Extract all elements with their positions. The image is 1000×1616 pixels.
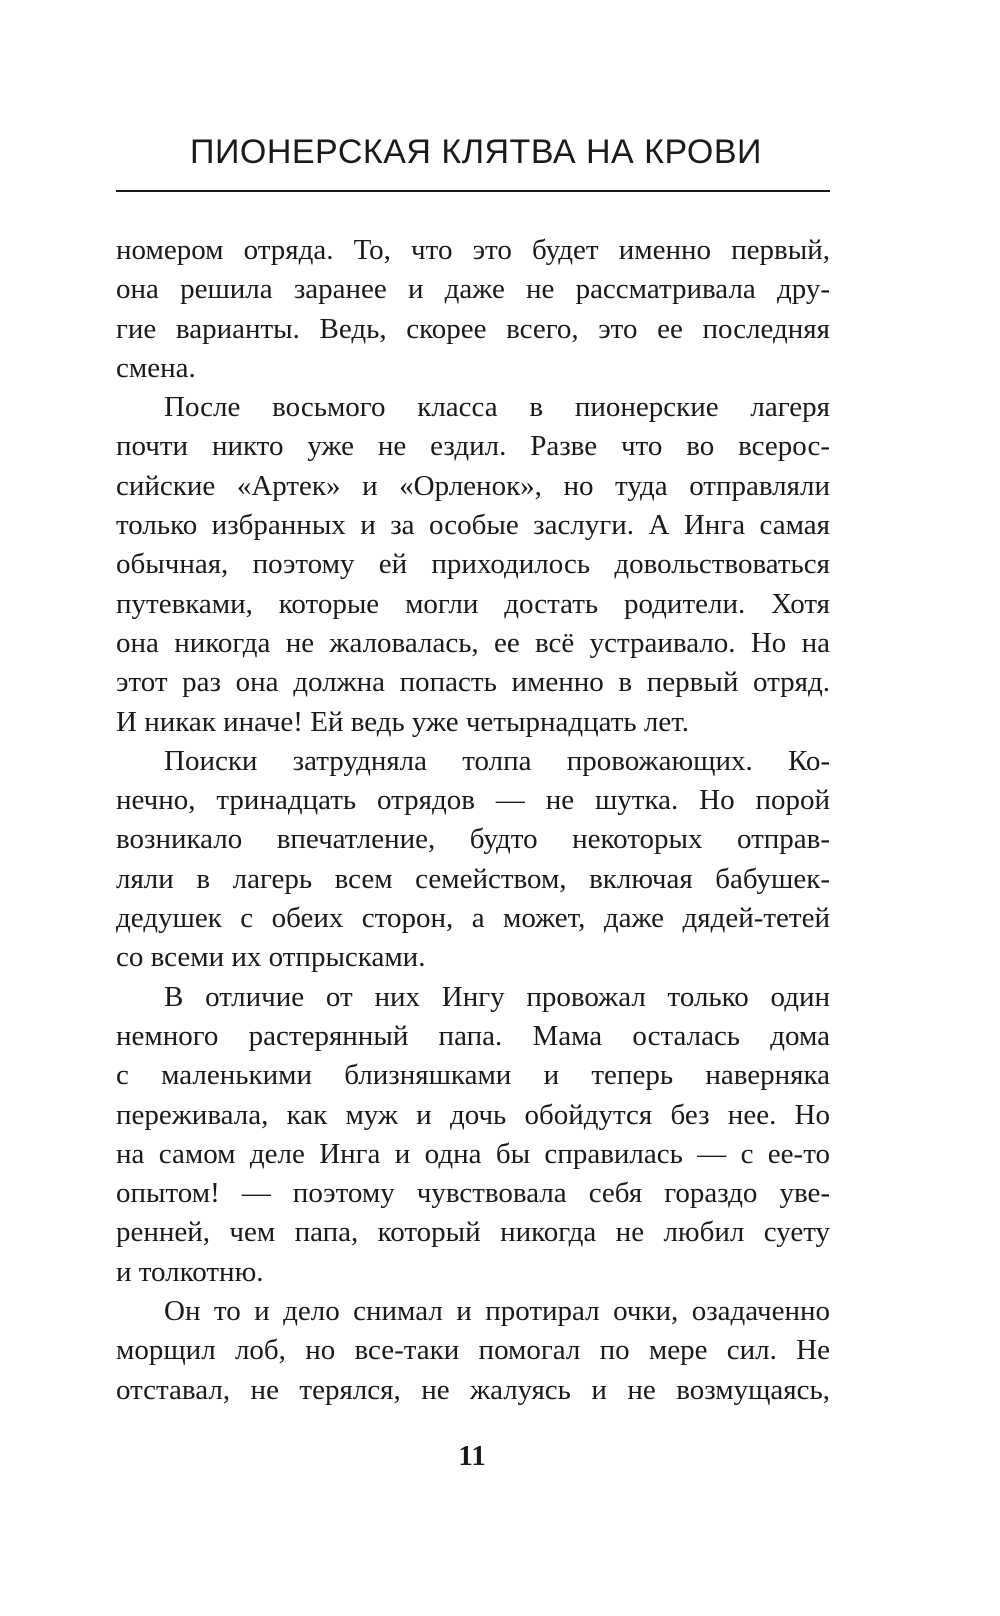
text-line: немного растерянный папа. Мама осталась дома bbox=[116, 1019, 830, 1052]
text-line: дедушек с обеих сторон, а может, даже дядей-тетей bbox=[116, 902, 830, 935]
text-line: ляли в лагерь всем семейством, включая бабушек- bbox=[116, 862, 830, 895]
text-line: возникало впечатление, будто некоторых отправ- bbox=[116, 823, 830, 856]
text-line: ренней, чем папа, который никогда не любил суету bbox=[116, 1216, 830, 1249]
text-line: только избранных и за особые заслуги. А Инга самая bbox=[116, 509, 830, 542]
text-line: обычная, поэтому ей приходилось довольствоваться bbox=[116, 548, 830, 581]
body-text bbox=[116, 231, 830, 1410]
text-line: Поиски затрудняла толпа провожающих. Ко- bbox=[164, 744, 830, 777]
text-line: Он то и дело снимал и протирал очки, озадаченно bbox=[164, 1295, 830, 1328]
text-line: почти никто уже не ездил. Разве что во всерос- bbox=[116, 430, 830, 463]
text-line: путевками, которые могли достать родители. Хотя bbox=[116, 587, 830, 620]
text-line: и толкотню. bbox=[116, 1255, 264, 1288]
text-line: переживала, как муж и дочь обойдутся без нее. Но bbox=[116, 1098, 830, 1131]
text-line: с маленькими близняшками и теперь наверняка bbox=[116, 1059, 830, 1092]
text-line: на самом деле Инга и одна бы справилась — с ее-то bbox=[116, 1137, 830, 1170]
text-line: И никак иначе! Ей ведь уже четырнадцать лет. bbox=[116, 705, 689, 738]
text-line: номером отряда. То, что это будет именно первый, bbox=[116, 234, 830, 266]
text-line: нечно, тринадцать отрядов — не шутка. Но порой bbox=[116, 784, 830, 817]
text-line: опытом! — поэтому чувствовала себя гораздо уве- bbox=[116, 1177, 830, 1210]
running-head-title: ПИОНЕРСКАЯ КЛЯТВА НА КРОВИ bbox=[190, 133, 762, 171]
header-divider bbox=[116, 190, 830, 192]
text-line: отставал, не терялся, не жалуясь и не возмущаясь, bbox=[116, 1373, 830, 1406]
text-line: сийские «Артек» и «Орленок», но туда отправляли bbox=[116, 469, 830, 502]
text-line: смена. bbox=[116, 351, 196, 384]
text-line: После восьмого класса в пионерские лагеря bbox=[164, 391, 830, 424]
text-line: этот раз она должна попасть именно в первый отряд. bbox=[116, 666, 830, 699]
text-line: она решила заранее и даже не рассматривала дру- bbox=[116, 273, 830, 306]
text-line: В отличие от них Ингу провожал только один bbox=[164, 980, 830, 1013]
text-line: она никогда не жаловалась, ее всё устраивало. Но на bbox=[116, 626, 830, 659]
page-number: 11 bbox=[458, 1440, 486, 1472]
text-line: гие варианты. Ведь, скорее всего, это ее последняя bbox=[116, 312, 830, 345]
text-line: со всеми их отпрысками. bbox=[116, 941, 426, 974]
text-line: морщил лоб, но все-таки помогал по мере сил. Не bbox=[116, 1334, 830, 1367]
